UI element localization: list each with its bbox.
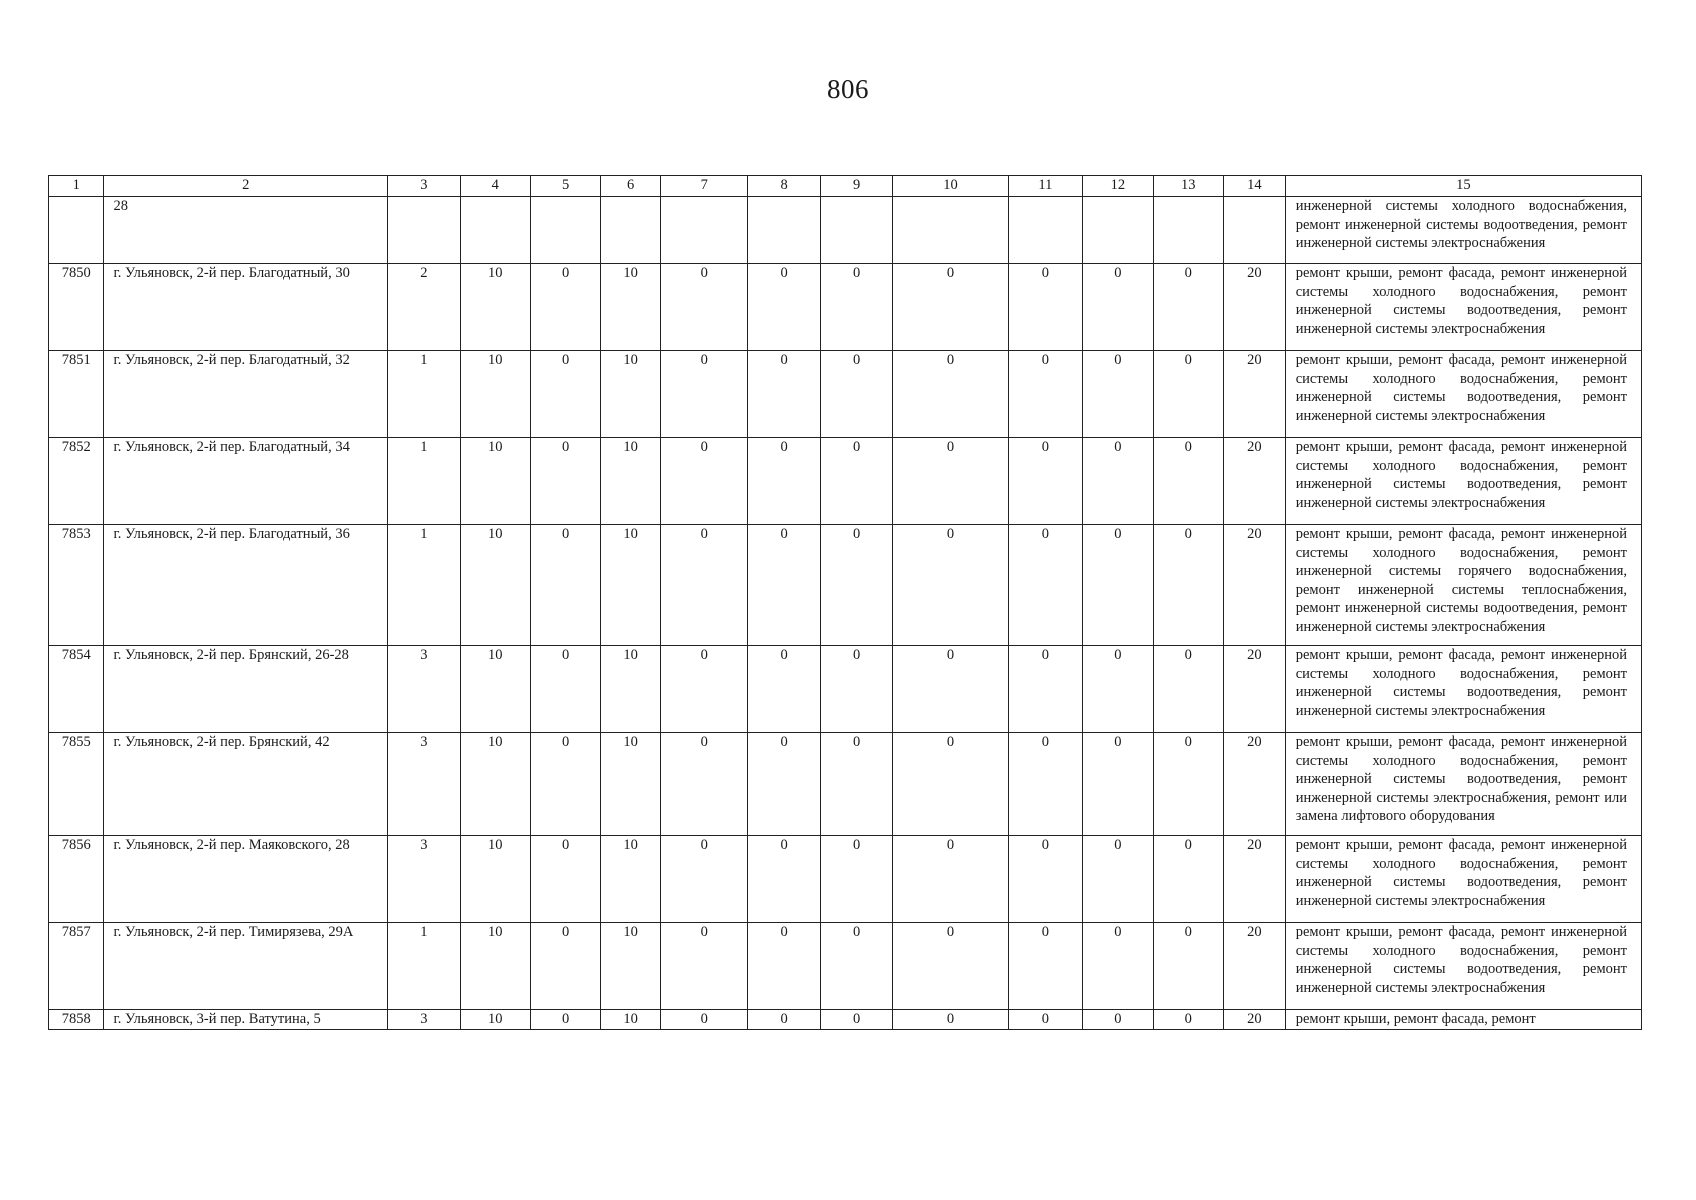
value-cell: 0 <box>1083 733 1153 836</box>
row-number-cell: 7853 <box>49 525 104 646</box>
value-cell: 0 <box>748 438 821 525</box>
value-cell: 10 <box>601 836 661 923</box>
value-cell: 0 <box>820 923 893 1010</box>
value-cell: 0 <box>1153 733 1223 836</box>
column-header: 8 <box>748 176 821 197</box>
value-cell: 0 <box>660 525 747 646</box>
column-header: 1 <box>49 176 104 197</box>
table-row <box>49 197 1642 264</box>
address-cell: г. Ульяновск, 2-й пер. Брянский, 26-28 <box>104 646 388 733</box>
column-numbers-header <box>49 176 1642 197</box>
value-cell: 0 <box>660 264 747 351</box>
row-number-cell: 7850 <box>49 264 104 351</box>
address-cell: г. Ульяновск, 3-й пер. Ватутина, 5 <box>104 1010 388 1030</box>
value-cell: 10 <box>460 1010 530 1030</box>
value-cell: 0 <box>1083 1010 1153 1030</box>
value-cell: 0 <box>893 923 1008 1010</box>
value-cell: 0 <box>530 525 600 646</box>
column-header: 6 <box>601 176 661 197</box>
table-body <box>49 197 1642 1030</box>
value-cell: 0 <box>1008 836 1083 923</box>
address-cell: г. Ульяновск, 2-й пер. Маяковского, 28 <box>104 836 388 923</box>
value-cell: 20 <box>1223 438 1285 525</box>
value-cell <box>1008 197 1083 264</box>
row-number-cell: 7852 <box>49 438 104 525</box>
address-cell: г. Ульяновск, 2-й пер. Благодатный, 30 <box>104 264 388 351</box>
page-number: 806 <box>827 74 869 104</box>
value-cell: 10 <box>460 646 530 733</box>
value-cell: 0 <box>748 646 821 733</box>
value-cell: 0 <box>820 646 893 733</box>
value-cell: 0 <box>1083 438 1153 525</box>
value-cell: 0 <box>893 646 1008 733</box>
value-cell: 0 <box>820 438 893 525</box>
row-number-cell: 7854 <box>49 646 104 733</box>
value-cell: 0 <box>660 646 747 733</box>
value-cell: 10 <box>601 438 661 525</box>
value-cell: 0 <box>893 351 1008 438</box>
value-cell: 0 <box>893 525 1008 646</box>
value-cell: 20 <box>1223 1010 1285 1030</box>
value-cell: 20 <box>1223 923 1285 1010</box>
value-cell: 0 <box>1008 733 1083 836</box>
value-cell: 1 <box>388 923 461 1010</box>
value-cell: 20 <box>1223 264 1285 351</box>
value-cell <box>820 197 893 264</box>
address-cell: г. Ульяновск, 2-й пер. Благодатный, 36 <box>104 525 388 646</box>
value-cell: 0 <box>530 646 600 733</box>
address-cell: г. Ульяновск, 2-й пер. Благодатный, 32 <box>104 351 388 438</box>
value-cell: 10 <box>460 733 530 836</box>
value-cell: 0 <box>1153 264 1223 351</box>
row-number-cell: 7857 <box>49 923 104 1010</box>
column-header: 13 <box>1153 176 1223 197</box>
value-cell <box>748 197 821 264</box>
header-row <box>49 176 1642 197</box>
column-header: 14 <box>1223 176 1285 197</box>
value-cell <box>601 197 661 264</box>
value-cell: 0 <box>660 733 747 836</box>
value-cell <box>1223 197 1285 264</box>
table-row <box>49 923 1642 1010</box>
works-description-cell: ремонт крыши, ремонт фасада, ремонт инженерной системы холодного водоснабжения, ремонт инженерной системы водоотведения, ремонт инженерной системы электроснабжения <box>1285 438 1641 525</box>
works-description-cell: ремонт крыши, ремонт фасада, ремонт <box>1285 1010 1641 1030</box>
value-cell: 0 <box>820 733 893 836</box>
repair-schedule-table <box>48 175 1642 1030</box>
value-cell: 0 <box>893 733 1008 836</box>
address-cell: 28 <box>104 197 388 264</box>
column-header: 15 <box>1285 176 1641 197</box>
value-cell: 0 <box>1083 351 1153 438</box>
value-cell: 3 <box>388 836 461 923</box>
row-number-cell: 7851 <box>49 351 104 438</box>
table-row <box>49 351 1642 438</box>
value-cell: 3 <box>388 733 461 836</box>
value-cell: 0 <box>530 438 600 525</box>
value-cell: 0 <box>1153 525 1223 646</box>
value-cell: 1 <box>388 351 461 438</box>
row-number-cell: 7858 <box>49 1010 104 1030</box>
value-cell: 0 <box>748 525 821 646</box>
value-cell: 10 <box>460 264 530 351</box>
value-cell: 0 <box>660 836 747 923</box>
address-cell: г. Ульяновск, 2-й пер. Брянский, 42 <box>104 733 388 836</box>
value-cell: 0 <box>1008 351 1083 438</box>
value-cell: 0 <box>748 351 821 438</box>
value-cell: 10 <box>601 525 661 646</box>
value-cell: 10 <box>601 733 661 836</box>
value-cell: 20 <box>1223 646 1285 733</box>
value-cell: 0 <box>893 438 1008 525</box>
value-cell: 10 <box>601 1010 661 1030</box>
value-cell: 0 <box>1083 923 1153 1010</box>
value-cell: 10 <box>601 264 661 351</box>
value-cell: 0 <box>748 1010 821 1030</box>
value-cell: 0 <box>748 923 821 1010</box>
value-cell: 0 <box>530 1010 600 1030</box>
value-cell: 0 <box>1008 1010 1083 1030</box>
column-header: 5 <box>530 176 600 197</box>
value-cell: 0 <box>820 264 893 351</box>
value-cell: 0 <box>1153 646 1223 733</box>
table-row <box>49 438 1642 525</box>
column-header: 9 <box>820 176 893 197</box>
value-cell: 0 <box>1083 646 1153 733</box>
works-description-cell: ремонт крыши, ремонт фасада, ремонт инженерной системы холодного водоснабжения, ремонт инженерной системы водоотведения, ремонт инженерной системы электроснабжения <box>1285 264 1641 351</box>
value-cell: 0 <box>820 525 893 646</box>
row-number-cell <box>49 197 104 264</box>
value-cell: 0 <box>530 836 600 923</box>
value-cell: 0 <box>1083 836 1153 923</box>
value-cell: 10 <box>460 836 530 923</box>
value-cell: 0 <box>530 923 600 1010</box>
value-cell <box>660 197 747 264</box>
value-cell: 0 <box>1153 836 1223 923</box>
repair-schedule-table-wrap <box>48 175 1642 1030</box>
value-cell: 10 <box>601 923 661 1010</box>
value-cell: 2 <box>388 264 461 351</box>
address-cell: г. Ульяновск, 2-й пер. Благодатный, 34 <box>104 438 388 525</box>
value-cell: 20 <box>1223 733 1285 836</box>
value-cell: 10 <box>460 351 530 438</box>
value-cell: 0 <box>1153 351 1223 438</box>
value-cell: 0 <box>1008 923 1083 1010</box>
value-cell <box>893 197 1008 264</box>
column-header: 12 <box>1083 176 1153 197</box>
value-cell: 10 <box>460 923 530 1010</box>
value-cell: 0 <box>1153 1010 1223 1030</box>
value-cell <box>1153 197 1223 264</box>
address-cell: г. Ульяновск, 2-й пер. Тимирязева, 29А <box>104 923 388 1010</box>
value-cell: 10 <box>460 438 530 525</box>
value-cell: 0 <box>893 1010 1008 1030</box>
value-cell: 3 <box>388 1010 461 1030</box>
works-description-cell: ремонт крыши, ремонт фасада, ремонт инженерной системы холодного водоснабжения, ремонт инженерной системы водоотведения, ремонт инженерной системы электроснабжения, ремонт или замена лифтового оборудования <box>1285 733 1641 836</box>
table-row <box>49 264 1642 351</box>
value-cell: 20 <box>1223 351 1285 438</box>
value-cell: 0 <box>1008 646 1083 733</box>
table-row <box>49 836 1642 923</box>
value-cell: 20 <box>1223 525 1285 646</box>
value-cell: 0 <box>820 1010 893 1030</box>
value-cell <box>530 197 600 264</box>
value-cell: 0 <box>660 438 747 525</box>
value-cell: 10 <box>601 351 661 438</box>
works-description-cell: ремонт крыши, ремонт фасада, ремонт инженерной системы холодного водоснабжения, ремонт инженерной системы водоотведения, ремонт инженерной системы электроснабжения <box>1285 836 1641 923</box>
column-header: 7 <box>660 176 747 197</box>
table-row <box>49 646 1642 733</box>
table-row <box>49 525 1642 646</box>
value-cell: 0 <box>530 351 600 438</box>
value-cell: 10 <box>601 646 661 733</box>
row-number-cell: 7855 <box>49 733 104 836</box>
works-description-cell: ремонт крыши, ремонт фасада, ремонт инженерной системы холодного водоснабжения, ремонт инженерной системы горячего водоснабжения, ремонт инженерной системы теплоснабжения, ремонт инженерной системы водоотведения, ремонт инженерной системы электроснабжения <box>1285 525 1641 646</box>
value-cell: 0 <box>1008 264 1083 351</box>
column-header: 10 <box>893 176 1008 197</box>
table-row <box>49 1010 1642 1030</box>
value-cell: 10 <box>460 525 530 646</box>
value-cell: 0 <box>530 264 600 351</box>
works-description-cell: ремонт крыши, ремонт фасада, ремонт инженерной системы холодного водоснабжения, ремонт инженерной системы водоотведения, ремонт инженерной системы электроснабжения <box>1285 923 1641 1010</box>
value-cell <box>460 197 530 264</box>
table-row <box>49 733 1642 836</box>
value-cell: 0 <box>1153 438 1223 525</box>
column-header: 2 <box>104 176 388 197</box>
value-cell: 1 <box>388 525 461 646</box>
value-cell: 0 <box>748 733 821 836</box>
value-cell: 0 <box>893 836 1008 923</box>
value-cell: 0 <box>660 351 747 438</box>
value-cell: 0 <box>820 351 893 438</box>
column-header: 11 <box>1008 176 1083 197</box>
value-cell: 0 <box>530 733 600 836</box>
value-cell: 0 <box>1083 264 1153 351</box>
value-cell <box>1083 197 1153 264</box>
value-cell: 0 <box>1083 525 1153 646</box>
works-description-cell: инженерной системы холодного водоснабжения, ремонт инженерной системы водоотведения, ремонт инженерной системы электроснабжения <box>1285 197 1641 264</box>
value-cell <box>388 197 461 264</box>
value-cell: 0 <box>660 1010 747 1030</box>
value-cell: 0 <box>748 264 821 351</box>
column-header: 3 <box>388 176 461 197</box>
works-description-cell: ремонт крыши, ремонт фасада, ремонт инженерной системы холодного водоснабжения, ремонт инженерной системы водоотведения, ремонт инженерной системы электроснабжения <box>1285 351 1641 438</box>
value-cell: 3 <box>388 646 461 733</box>
column-header: 4 <box>460 176 530 197</box>
works-description-cell: ремонт крыши, ремонт фасада, ремонт инженерной системы холодного водоснабжения, ремонт инженерной системы водоотведения, ремонт инженерной системы электроснабжения <box>1285 646 1641 733</box>
value-cell: 20 <box>1223 836 1285 923</box>
value-cell: 0 <box>1008 525 1083 646</box>
value-cell: 0 <box>893 264 1008 351</box>
value-cell: 0 <box>1153 923 1223 1010</box>
value-cell: 0 <box>660 923 747 1010</box>
value-cell: 1 <box>388 438 461 525</box>
row-number-cell: 7856 <box>49 836 104 923</box>
value-cell: 0 <box>1008 438 1083 525</box>
value-cell: 0 <box>820 836 893 923</box>
value-cell: 0 <box>748 836 821 923</box>
